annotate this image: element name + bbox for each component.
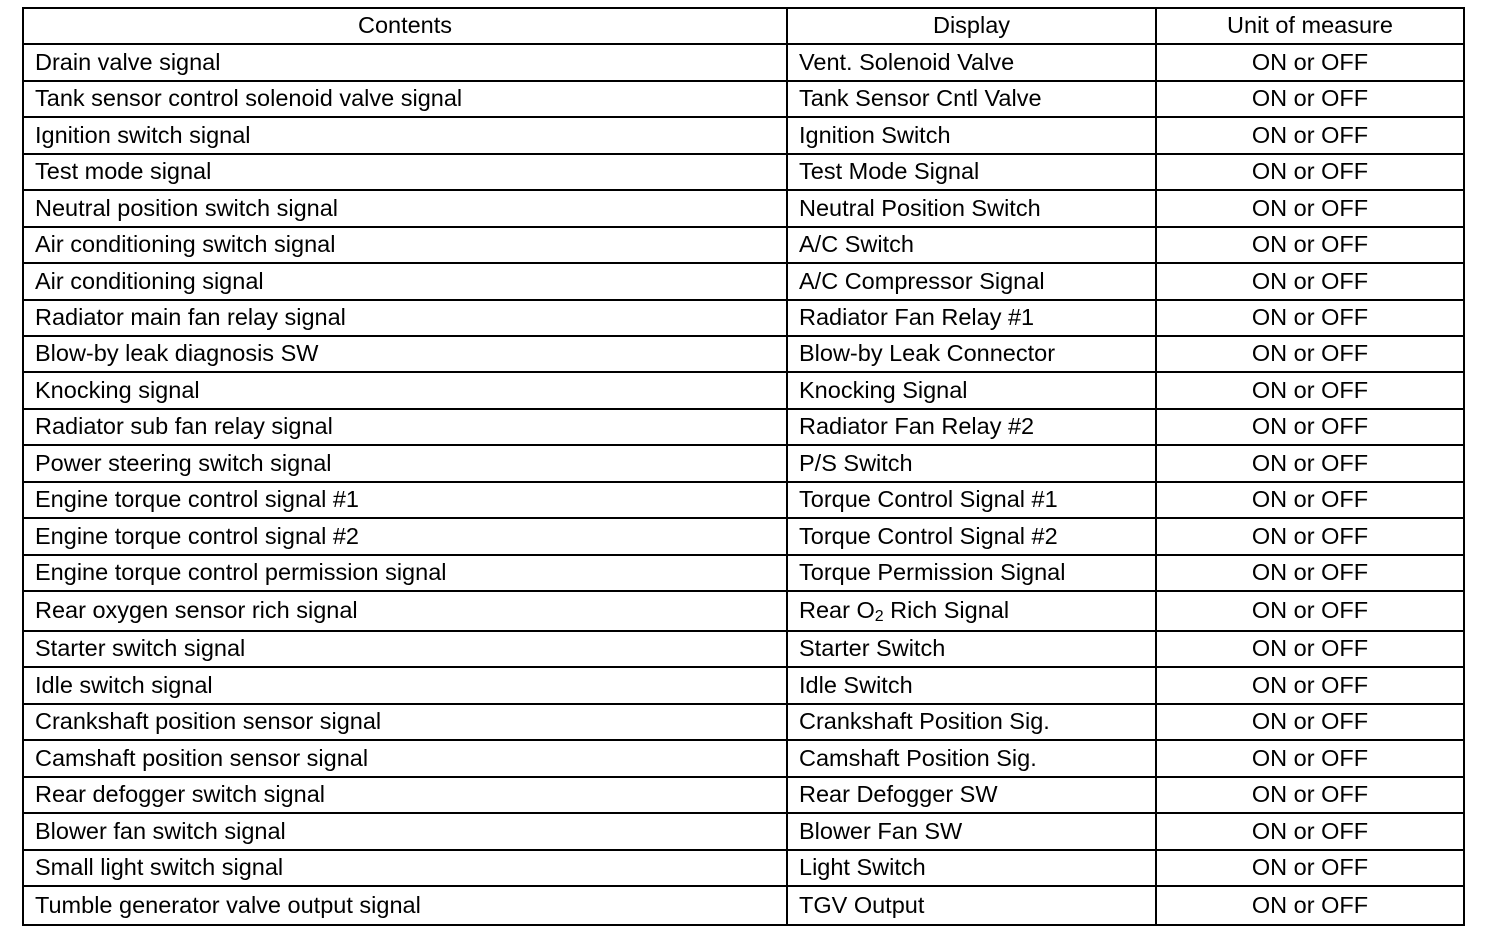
- cell-contents: Tank sensor control solenoid valve signal: [24, 82, 788, 116]
- cell-display: Light Switch: [788, 851, 1157, 885]
- table-row: [24, 301, 1463, 337]
- cell-contents: Starter switch signal: [24, 632, 788, 666]
- cell-contents: Knocking signal: [24, 373, 788, 407]
- cell-contents: Test mode signal: [24, 155, 788, 189]
- cell-display: Test Mode Signal: [788, 155, 1157, 189]
- cell-unit: ON or OFF: [1251, 635, 1369, 662]
- cell-unit: ON or OFF: [1251, 671, 1369, 698]
- cell-unit: ON or OFF: [1251, 817, 1369, 844]
- cell-unit: ON or OFF: [1251, 158, 1369, 185]
- cell-contents: Engine torque control signal #2: [24, 519, 788, 553]
- cell-contents: Neutral position switch signal: [24, 191, 788, 225]
- table-row: [24, 337, 1463, 373]
- cell-unit: ON or OFF: [1251, 340, 1369, 367]
- cell-contents: Radiator sub fan relay signal: [24, 410, 788, 444]
- cell-unit: ON or OFF: [1251, 303, 1369, 330]
- table-row: [24, 705, 1463, 741]
- table-row: [24, 814, 1463, 850]
- cell-display: Tank Sensor Cntl Valve: [788, 82, 1157, 116]
- cell-display: Radiator Fan Relay #2: [788, 410, 1157, 444]
- cell-unit: ON or OFF: [1251, 559, 1369, 586]
- cell-contents: Radiator main fan relay signal: [24, 301, 788, 335]
- cell-display: A/C Switch: [788, 228, 1157, 262]
- cell-unit: ON or OFF: [1251, 744, 1369, 771]
- header-unit: Unit of measure: [1227, 12, 1393, 39]
- cell-unit: ON or OFF: [1251, 376, 1369, 403]
- cell-contents: Drain valve signal: [24, 45, 788, 79]
- cell-unit: ON or OFF: [1251, 48, 1369, 75]
- cell-unit: ON or OFF: [1251, 121, 1369, 148]
- table-row: [24, 155, 1463, 191]
- cell-display: Crankshaft Position Sig.: [788, 705, 1157, 739]
- cell-display: Rear Defogger SW: [788, 778, 1157, 812]
- display-text-pre: Rear O: [799, 597, 875, 624]
- cell-display: Torque Control Signal #2: [788, 519, 1157, 553]
- cell-contents: Camshaft position sensor signal: [24, 741, 788, 775]
- cell-display: Starter Switch: [788, 632, 1157, 666]
- cell-display: Torque Control Signal #1: [788, 483, 1157, 517]
- table-row: [24, 228, 1463, 264]
- cell-contents: Rear oxygen sensor rich signal: [24, 592, 788, 630]
- cell-contents: Rear defogger switch signal: [24, 778, 788, 812]
- cell-display: Torque Permission Signal: [788, 556, 1157, 590]
- cell-contents: Ignition switch signal: [24, 118, 788, 152]
- cell-display: Vent. Solenoid Valve: [788, 45, 1157, 79]
- table-header-row: [24, 9, 1463, 45]
- cell-unit: ON or OFF: [1251, 267, 1369, 294]
- cell-contents: Blower fan switch signal: [24, 814, 788, 848]
- cell-display: P/S Switch: [788, 446, 1157, 480]
- table-row: [24, 118, 1463, 154]
- table-row: [24, 410, 1463, 446]
- cell-unit: ON or OFF: [1251, 194, 1369, 221]
- cell-unit: ON or OFF: [1251, 449, 1369, 476]
- cell-contents: Engine torque control signal #1: [24, 483, 788, 517]
- cell-contents: Air conditioning switch signal: [24, 228, 788, 262]
- cell-display: Knocking Signal: [788, 373, 1157, 407]
- table-row: [24, 851, 1463, 887]
- cell-display: A/C Compressor Signal: [788, 264, 1157, 298]
- cell-unit: ON or OFF: [1251, 85, 1369, 112]
- cell-display: Blow-by Leak Connector: [788, 337, 1157, 371]
- table-row: [24, 592, 1463, 632]
- cell-display: Ignition Switch: [788, 118, 1157, 152]
- cell-unit: ON or OFF: [1251, 891, 1369, 918]
- cell-unit: ON or OFF: [1251, 231, 1369, 258]
- cell-display: Blower Fan SW: [788, 814, 1157, 848]
- cell-contents: Blow-by leak diagnosis SW: [24, 337, 788, 371]
- cell-display: [788, 592, 1157, 630]
- table-row: [24, 632, 1463, 668]
- cell-display: TGV Output: [788, 887, 1157, 923]
- cell-contents: Crankshaft position sensor signal: [24, 705, 788, 739]
- table-row: [24, 483, 1463, 519]
- table-row: [24, 778, 1463, 814]
- cell-contents: Small light switch signal: [24, 851, 788, 885]
- table-row: [24, 373, 1463, 409]
- header-contents: Contents: [24, 9, 788, 43]
- cell-contents: Power steering switch signal: [24, 446, 788, 480]
- table-row: [24, 519, 1463, 555]
- cell-contents: Engine torque control permission signal: [24, 556, 788, 590]
- display-subscript: 2: [874, 608, 884, 625]
- table-row: [24, 191, 1463, 227]
- cell-unit: ON or OFF: [1251, 708, 1369, 735]
- display-text-post: Rich Signal: [883, 597, 1010, 624]
- table-row: [24, 446, 1463, 482]
- table-row: [24, 82, 1463, 118]
- table-row: [24, 264, 1463, 300]
- cell-unit: ON or OFF: [1251, 854, 1369, 881]
- cell-unit: ON or OFF: [1251, 597, 1369, 624]
- table-row: [24, 668, 1463, 704]
- cell-unit: ON or OFF: [1251, 522, 1369, 549]
- table-row: [24, 45, 1463, 81]
- cell-display: Camshaft Position Sig.: [788, 741, 1157, 775]
- cell-contents: Idle switch signal: [24, 668, 788, 702]
- cell-contents: Air conditioning signal: [24, 264, 788, 298]
- cell-display: Neutral Position Switch: [788, 191, 1157, 225]
- cell-contents: Tumble generator valve output signal: [24, 887, 788, 923]
- cell-unit: ON or OFF: [1251, 413, 1369, 440]
- cell-display: Idle Switch: [788, 668, 1157, 702]
- cell-unit: ON or OFF: [1251, 486, 1369, 513]
- table-row: [24, 887, 1463, 923]
- header-display: Display: [788, 9, 1157, 43]
- table-row: [24, 556, 1463, 592]
- cell-unit: ON or OFF: [1251, 781, 1369, 808]
- cell-display: Radiator Fan Relay #1: [788, 301, 1157, 335]
- table-row: [24, 741, 1463, 777]
- signal-table: [22, 7, 1465, 926]
